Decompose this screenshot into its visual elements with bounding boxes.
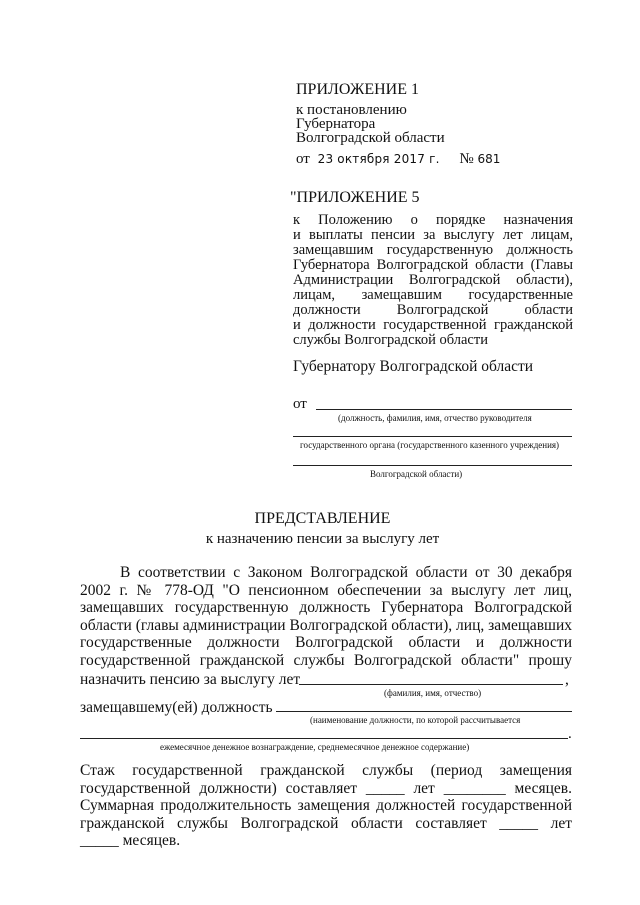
- body-line: государственной должности) составляет _____ лет ________ месяцев.: [80, 779, 572, 797]
- body-line: 2002 г. № 778-ОД "О пенсионном обеспечении за выслугу лет лиц,: [80, 581, 572, 599]
- document-date: 23 октября 2017 г.: [317, 152, 440, 166]
- from-field-line2[interactable]: [293, 436, 572, 437]
- appendix5-line: лицам, замещавшим государственные: [293, 287, 573, 303]
- addressee-caption1: (должность, фамилия, имя, отчество руководителя: [338, 413, 532, 423]
- caption-position: (наименование должности, по которой рассчитывается: [310, 715, 521, 725]
- appendix-title: ПРИЛОЖЕНИЕ 1: [296, 81, 420, 98]
- from-prefix: от: [293, 396, 307, 412]
- pension-comma: ,: [565, 671, 569, 688]
- body-line: государственные должности Волгоградской области и должности: [80, 634, 572, 651]
- number-prefix: №: [459, 151, 474, 167]
- body-line: Суммарная продолжительность замещения должностей государственной: [80, 797, 572, 814]
- addressee-caption2: государственного органа (государственного казенного учреждения): [300, 440, 560, 450]
- appendix-to-line1: к постановлению: [296, 102, 407, 118]
- appendix5-text: [293, 213, 573, 348]
- document-number: 681: [477, 152, 501, 166]
- position-text: замещавшему(ей) должность: [80, 699, 273, 716]
- page-title: ПРЕДСТАВЛЕНИЕ: [254, 510, 391, 527]
- pension-name-field[interactable]: [299, 684, 563, 685]
- appendix5-line: и выплаты пенсии за выслугу лет лицам,: [293, 227, 573, 243]
- page-subtitle: к назначению пенсии за выслугу лет: [205, 531, 440, 547]
- appendix5-line: к Положению о порядке назначения: [293, 212, 573, 228]
- appendix5-line: службы Волгоградской области: [293, 332, 488, 348]
- body-paragraph-2: [80, 762, 572, 850]
- addressee-to: Губернатору Волгоградской области: [293, 358, 534, 375]
- appendix5-line: замещавшим государственную должность: [293, 242, 573, 258]
- body-line: Стаж государственной гражданской службы (период замещения: [80, 762, 572, 779]
- body-line: гражданской службы Волгоградской области составляет _____ лет: [80, 814, 572, 832]
- body-line: замещавших государственную должность Губернатора Волгоградской: [80, 599, 572, 616]
- caption-name: (фамилия, имя, отчество): [384, 688, 482, 698]
- from-field-line3[interactable]: [293, 465, 572, 466]
- appendix5-line: Администрации Волгоградской области),: [293, 272, 573, 288]
- caption-salary: ежемесячное денежное вознаграждение, среднемесячное денежное содержание): [160, 742, 470, 752]
- body-line: государственной гражданской службы Волгоградской области" прошу: [80, 651, 572, 669]
- body-line: В соответствии с Законом Волгоградской области от 30 декабря: [120, 564, 572, 581]
- appendix5-line: Губернатора Волгоградской области (Главы: [293, 257, 573, 273]
- body-paragraph-1: [80, 564, 572, 669]
- body-line: области (главы администрации Волгоградской области), лиц, замещавших: [80, 616, 572, 634]
- appendix5-line: и должности государственной гражданской: [293, 317, 573, 333]
- pension-text: назначить пенсию за выслугу лет: [80, 671, 301, 688]
- appendix-to-line2: Губернатора: [296, 116, 376, 132]
- salary-dot: .: [568, 726, 572, 742]
- body-line: _____ месяцев.: [80, 832, 181, 849]
- date-line: [296, 151, 516, 167]
- appendix5-line: должности Волгоградской области: [293, 302, 573, 318]
- appendix-to-line3: Волгоградской области: [296, 130, 445, 146]
- date-prefix: от: [296, 151, 310, 167]
- salary-field[interactable]: [80, 738, 568, 739]
- addressee-caption3: Волгоградской области): [370, 469, 463, 479]
- appendix5-title: "ПРИЛОЖЕНИЕ 5: [290, 189, 420, 206]
- from-field-line[interactable]: [316, 409, 572, 410]
- position-field[interactable]: [276, 711, 572, 712]
